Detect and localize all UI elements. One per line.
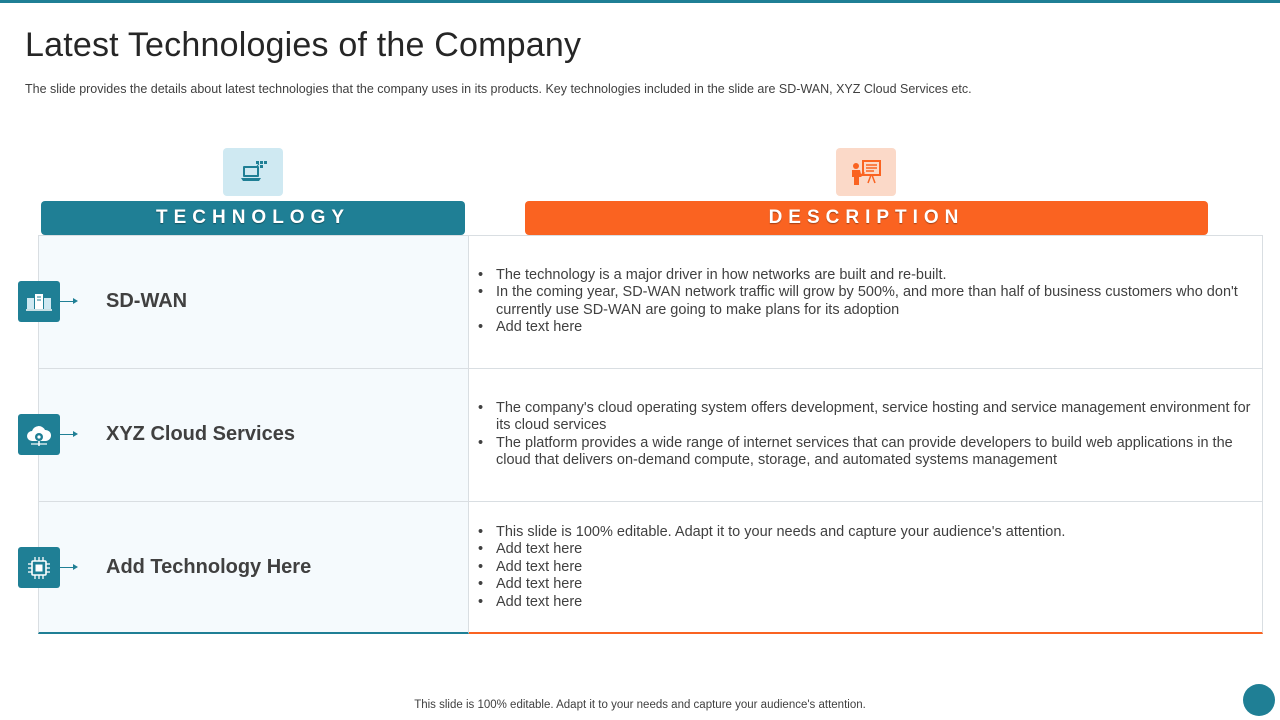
server-network-icon <box>18 281 60 322</box>
description-header: DESCRIPTION <box>525 201 1208 235</box>
description-bullet: • Add text here <box>478 541 1065 559</box>
technology-name: SD-WAN <box>106 290 188 312</box>
technology-description <box>478 501 1253 634</box>
description-bullet: • This slide is 100% editable. Adapt it to your needs and capture your audience's attention. <box>478 524 1065 542</box>
description-bullet: • The platform provides a wide range of internet services that can provide developers to build web applications in the cloud that delivers on-demand compute, storage, and automated systems management <box>478 435 1253 470</box>
slide-title: Latest Technologies of the Company <box>25 26 582 64</box>
footer-note: This slide is 100% editable. Adapt it to your needs and capture your audience's attention. <box>414 699 866 711</box>
row-arrow <box>60 434 74 435</box>
table-row <box>38 501 1263 634</box>
corner-dot <box>1243 684 1275 716</box>
top-accent-bar <box>0 0 1280 3</box>
technology-name: XYZ Cloud Services <box>106 423 295 445</box>
description-bullet: • In the coming year, SD-WAN network traffic will grow by 500%, and more than half of business customers who don't currently use SD-WAN are going to make plans for its adoption <box>478 284 1253 319</box>
technology-table <box>38 235 1263 634</box>
table-row <box>38 368 1263 501</box>
presenter-board-icon <box>836 148 896 196</box>
table-row <box>38 235 1263 368</box>
description-bullet: • Add text here <box>478 559 1065 577</box>
slide-subtitle: The slide provides the details about latest technologies that the company uses in its products. Key technologies included in the slide are SD-WAN, XYZ Cloud Services etc. <box>25 82 972 96</box>
description-bullet: • Add text here <box>478 594 1065 612</box>
technology-name: Add Technology Here <box>106 556 312 578</box>
chip-icon <box>18 547 60 588</box>
technology-header: TECHNOLOGY <box>41 201 465 235</box>
description-bullet: • Add text here <box>478 319 1253 337</box>
description-bullet: • Add text here <box>478 576 1065 594</box>
technology-description <box>478 368 1253 501</box>
description-bullet: • The company's cloud operating system offers development, service hosting and service management environment for its cloud services <box>478 400 1253 435</box>
cloud-gear-icon <box>18 414 60 455</box>
technology-description <box>478 235 1253 368</box>
row-arrow <box>60 567 74 568</box>
description-bullet: • The technology is a major driver in how networks are built and re-built. <box>478 267 1253 285</box>
row-arrow <box>60 301 74 302</box>
laptop-network-icon <box>223 148 283 196</box>
